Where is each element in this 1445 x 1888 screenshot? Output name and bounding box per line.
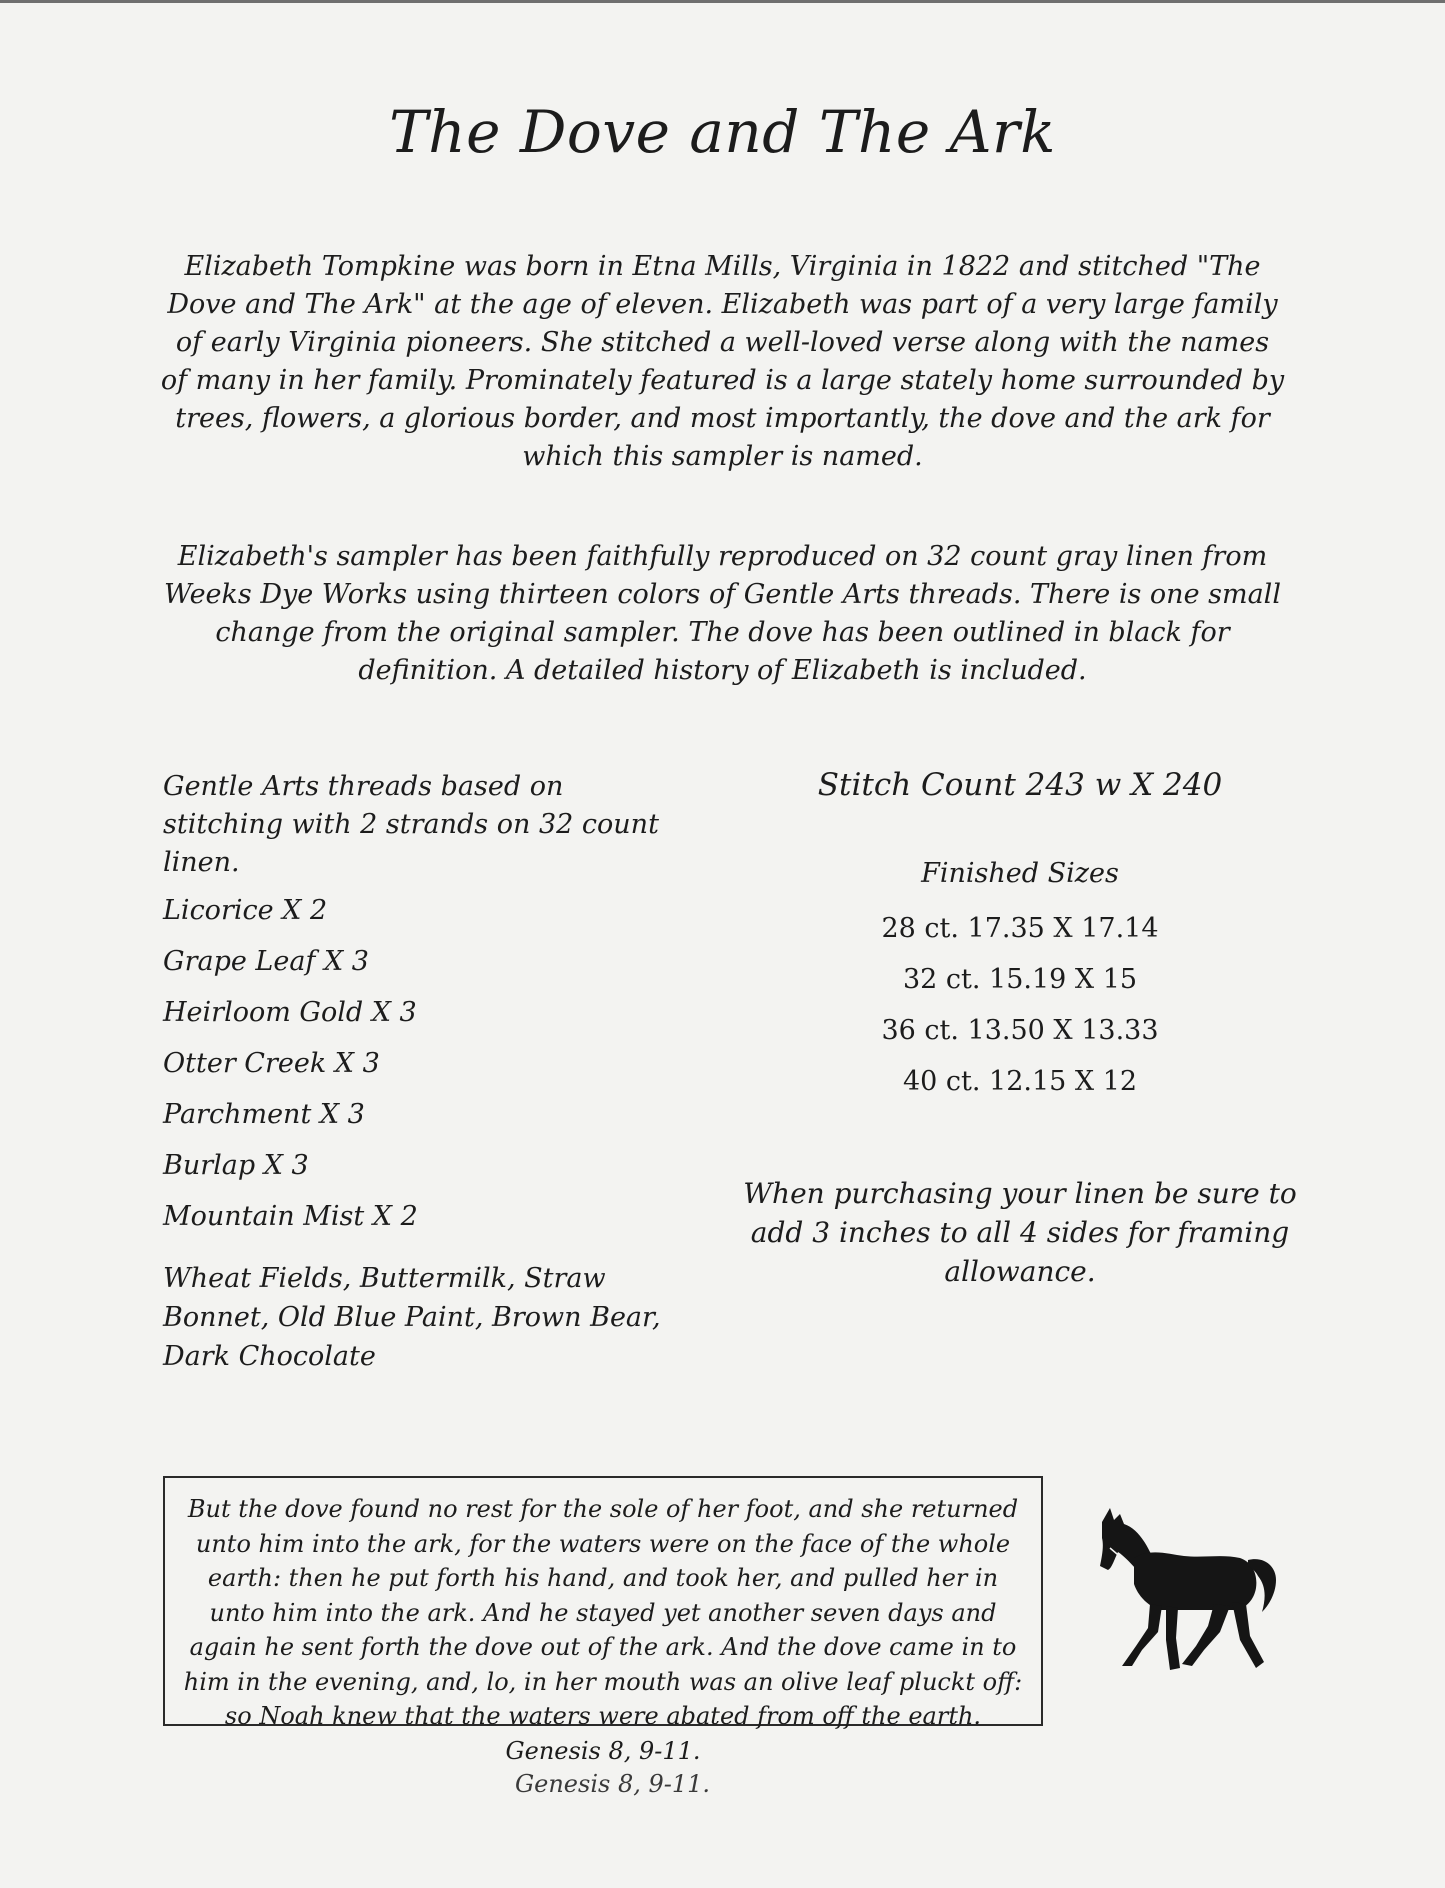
finished-sizes-list <box>740 910 1300 1114</box>
stitch-count: Stitch Count 243 w X 240 <box>817 767 1223 803</box>
threads-intro: Gentle Arts threads based on stitching with 2 strands on 32 count linen. <box>163 771 659 878</box>
finished-size-item: 32 ct. 15.19 X 15 <box>902 964 1138 995</box>
thread-item: Licorice X 2 <box>163 895 328 926</box>
thread-item: Parchment X 3 <box>163 1099 365 1130</box>
thread-item: Burlap X 3 <box>163 1150 309 1181</box>
thread-item: Grape Leaf X 3 <box>163 946 369 977</box>
reproduction-paragraph: Elizabeth's sampler has been faithfully reproduced on 32 count gray linen from Weeks Dye Works using thirteen colors of Gentle Arts threads. There is one small change from the original sampler. The dove has been outlined in black for definition. A detailed history of Elizabeth is included. <box>164 541 1281 686</box>
thread-item: Heirloom Gold X 3 <box>163 997 417 1028</box>
footer-reference: Genesis 8, 9-11. <box>514 1770 711 1798</box>
page-title: The Dove and The Ark <box>389 98 1056 166</box>
threads-list <box>163 892 418 1249</box>
top-edge-line <box>0 0 1445 3</box>
horse-silhouette-icon <box>1080 1500 1290 1680</box>
verse-text: But the dove found no rest for the sole of her foot, and she returned unto him into the ark, for the waters were on the face of the whole earth: then he put forth his hand, and took her, and pulled her in unto him into the ark. And he stayed yet another seven days and again he sent forth the dove out of the ark. And the dove came in to him in the evening, and, lo, in her mouth was an olive leaf pluckt off: so Noah knew that the waters were abated from off the earth. Genesis 8, 9-11. <box>183 1495 1023 1765</box>
thread-item: Otter Creek X 3 <box>163 1048 380 1079</box>
verse-box <box>163 1476 1043 1765</box>
finished-size-item: 36 ct. 13.50 X 13.33 <box>881 1015 1159 1046</box>
threads-extra: Wheat Fields, Buttermilk, Straw Bonnet, Old Blue Paint, Brown Bear, Dark Chocolate <box>163 1263 661 1372</box>
history-paragraph: Elizabeth Tompkine was born in Etna Mills, Virginia in 1822 and stitched "The Dove and The Ark" at the age of eleven. Elizabeth was part of a very large family of early Virginia pioneers. She stitched a well-loved verse along with the names of many in her family. Prominately featured is a large stately home surrounded by trees, flowers, a glorious border, and most importantly, the dove and the ark for which this sampler is named. <box>160 251 1285 472</box>
linen-note: When purchasing your linen be sure to add 3 inches to all 4 sides for framing allowance. <box>743 1177 1297 1288</box>
thread-item: Mountain Mist X 2 <box>163 1201 418 1232</box>
finished-sizes-heading: Finished Sizes <box>921 858 1119 889</box>
finished-size-item: 28 ct. 17.35 X 17.14 <box>881 913 1159 944</box>
finished-size-item: 40 ct. 12.15 X 12 <box>902 1066 1138 1097</box>
